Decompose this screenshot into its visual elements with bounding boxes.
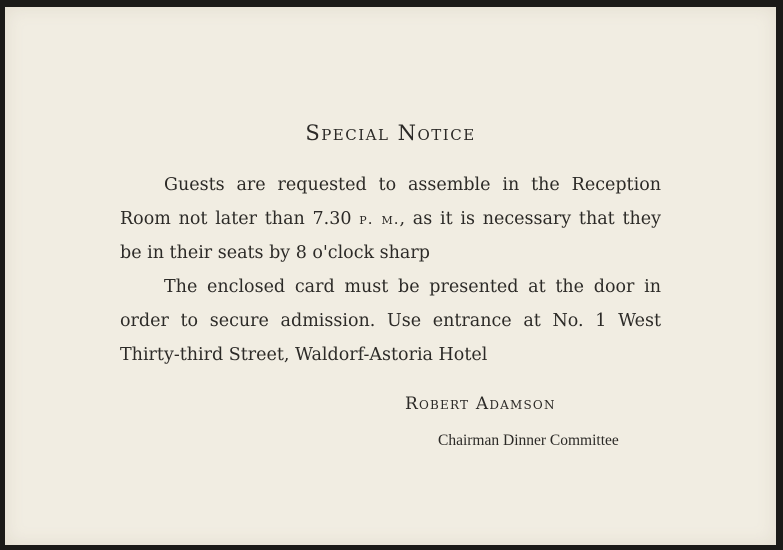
notice-card <box>5 7 776 545</box>
notice-title: Special Notice <box>305 121 476 145</box>
notice-body <box>120 168 661 372</box>
paragraph-1-text-b: , as it is necessary that they be in their seats by 8 o'clock sharp <box>120 209 661 263</box>
paragraph-1-text-a: Guests are requested to assemble in the Reception Room not later than 7.30 <box>120 175 661 229</box>
paragraph-1-time-suffix: p. m. <box>359 210 400 228</box>
notice-paragraph-1 <box>120 168 661 270</box>
signer-name: Robert Adamson <box>405 394 556 414</box>
signer-title: Chairman Dinner Committee <box>438 432 619 449</box>
notice-paragraph-2: The enclosed card must be presented at the door in order to secure admission. Use entrance at No. 1 West Thirty-third Street, Waldorf-Astoria Hotel <box>120 277 661 365</box>
